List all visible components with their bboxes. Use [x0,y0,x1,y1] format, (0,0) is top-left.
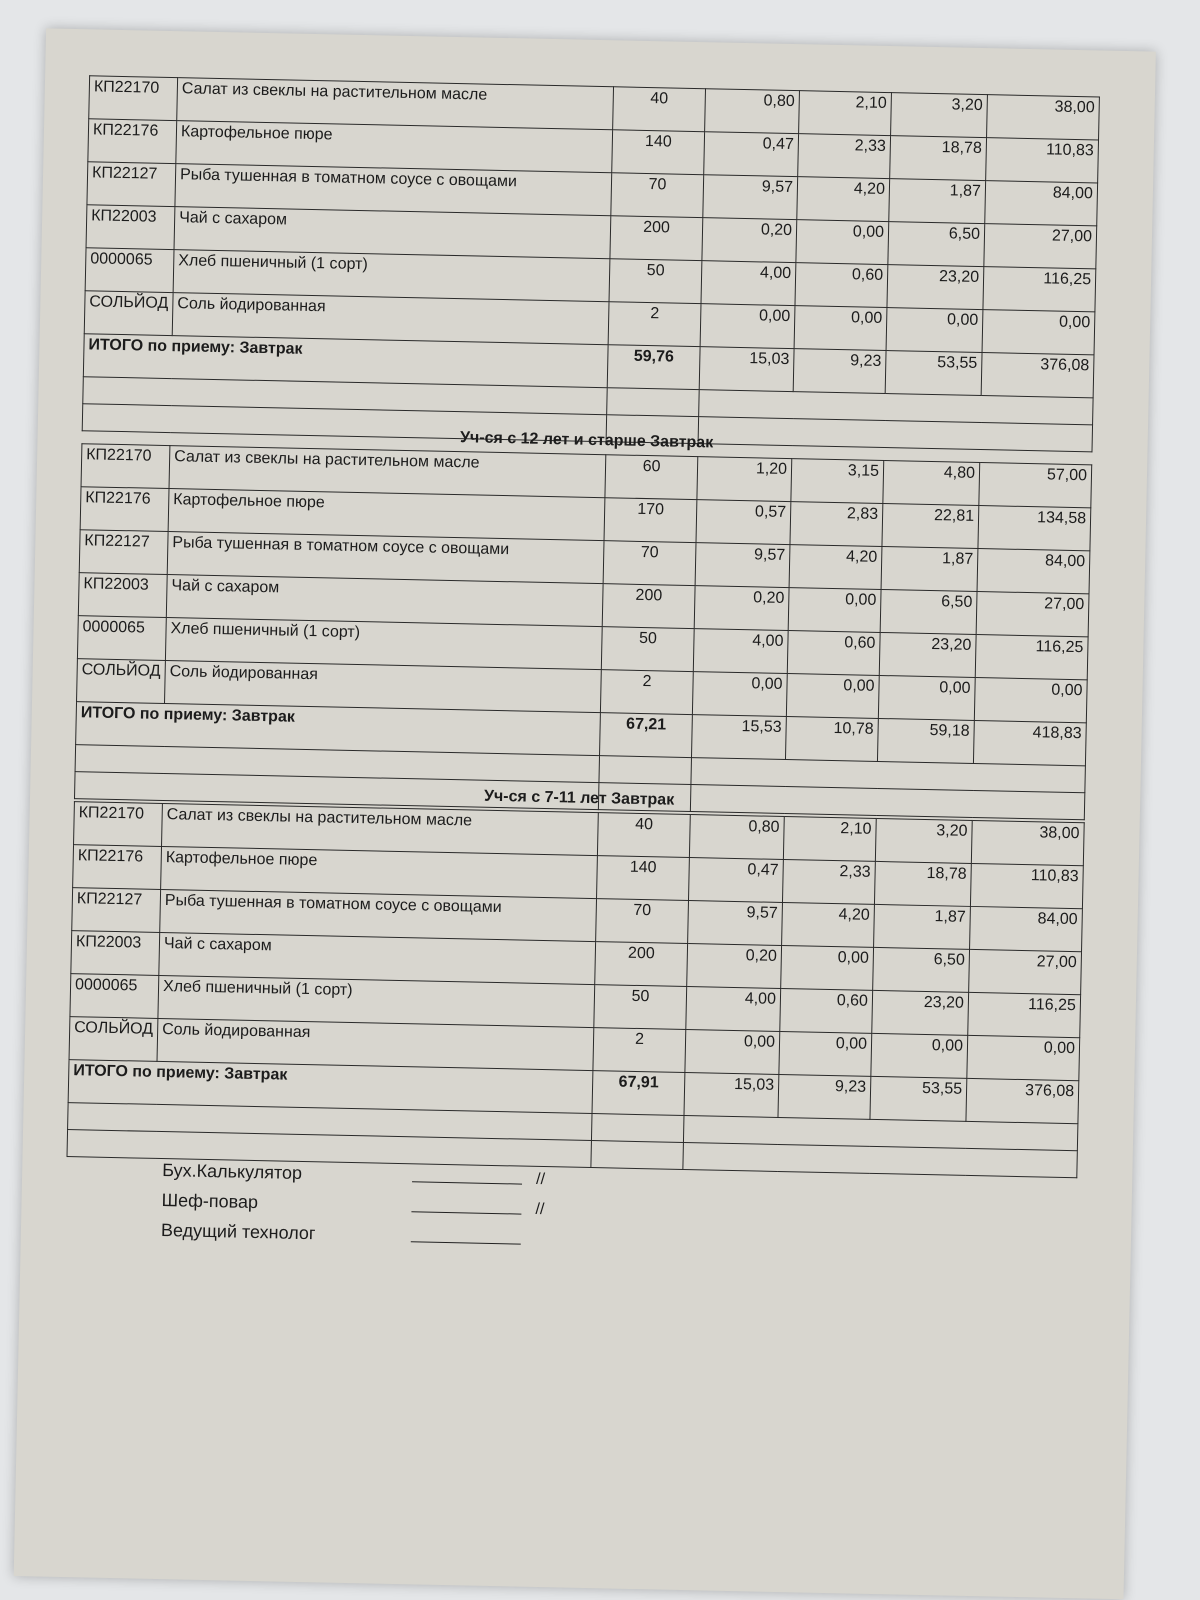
fat-value: 0,60 [780,988,873,1033]
carbs-value: 18,78 [874,861,971,906]
protein-value: 0,20 [694,586,789,631]
signature-mark: // [535,1200,545,1219]
energy-value: 38,00 [971,820,1084,865]
dish-name: Хлеб пшеничный (1 сорт) [158,975,595,1027]
carbs-value: 1,87 [881,546,978,591]
signature-role: Ведущий технолог [160,1220,316,1244]
energy-value: 110,83 [986,138,1099,183]
fat-value: 2,10 [799,91,892,136]
dish-name: Рыба тушенная в томатном соусе с овощами [175,164,612,216]
carbs-value: 6,50 [888,222,985,267]
dish-code: СОЛЬЙОД [84,291,173,336]
energy-value: 27,00 [969,949,1082,994]
portion-weight: 2 [593,1028,686,1073]
protein-value: 0,00 [692,672,787,717]
portion-weight: 140 [597,856,690,901]
energy-value: 57,00 [979,463,1092,508]
portion-weight: 140 [612,130,705,175]
fat-value: 0,00 [781,945,874,990]
fat-value: 0,00 [796,220,889,265]
dish-name: Картофельное пюре [161,846,598,898]
dish-code: КП22003 [78,573,167,618]
signature-mark: // [535,1170,546,1189]
dish-name: Салат из свеклы на растительном масле [162,803,599,855]
dish-name: Салат из свеклы на растительном масле [169,446,606,498]
dish-code: КП22176 [88,119,177,164]
dish-code: 0000065 [77,616,166,661]
menu-table-1 [82,75,1100,452]
total-carbs: 53,55 [885,351,982,396]
portion-weight: 40 [613,87,706,132]
energy-value: 116,25 [983,267,1096,312]
section-heading-7-11: Уч-ся с 7-11 лет Завтрак [483,787,675,809]
total-protein: 15,53 [691,715,786,760]
dish-name: Соль йодированная [172,293,609,345]
fat-value: 0,00 [794,306,887,351]
menu-table-2 [74,443,1092,820]
section-heading-12-plus: Уч-ся с 12 лет и старше Завтрак [459,429,714,452]
dish-code: КП22176 [73,845,162,890]
dish-name: Рыба тушенная в томатном соусе с овощами [167,532,604,584]
dish-code: СОЛЬЙОД [69,1017,158,1062]
dish-name: Салат из свеклы на растительном масле [177,78,614,130]
dish-code: 0000065 [70,974,159,1019]
dish-name: Чай с сахаром [174,207,611,259]
paper-sheet [14,28,1156,1599]
fat-value: 0,00 [788,588,881,633]
portion-weight: 2 [608,302,701,347]
protein-value: 0,47 [688,858,783,903]
fat-value: 2,10 [783,817,876,862]
protein-value: 9,57 [695,543,790,588]
carbs-value: 3,20 [875,818,972,863]
carbs-value: 6,50 [880,589,977,634]
carbs-value: 0,00 [871,1033,968,1078]
portion-weight: 200 [595,942,688,987]
fat-value: 3,15 [791,459,884,504]
energy-value: 84,00 [977,549,1090,594]
total-price: 59,76 [607,345,700,390]
carbs-value: 0,00 [886,308,983,353]
energy-value: 38,00 [987,95,1100,140]
blank-cell [607,388,700,417]
total-energy: 376,08 [966,1078,1079,1123]
total-fat: 10,78 [785,717,878,762]
dish-code: КП22170 [74,802,163,847]
carbs-value: 6,50 [873,947,970,992]
carbs-value: 23,20 [872,990,969,1035]
fat-value: 2,33 [782,859,875,904]
signature-line [411,1241,521,1244]
portion-weight: 70 [611,173,704,218]
carbs-value: 4,80 [883,461,980,506]
carbs-value: 23,20 [887,265,984,310]
energy-value: 0,00 [974,677,1087,722]
portion-weight: 50 [601,627,694,672]
dish-code: КП22003 [71,931,160,976]
fat-value: 2,83 [790,502,883,547]
carbs-value: 22,81 [882,504,979,549]
fat-value: 0,00 [779,1031,872,1076]
energy-value: 134,58 [978,506,1091,551]
portion-weight: 50 [594,985,687,1030]
total-label: ИТОГО по приему: Завтрак [76,702,601,756]
total-price: 67,21 [600,713,693,758]
menu-rows-1 [82,76,1099,452]
menu-rows-3 [67,802,1084,1178]
carbs-value: 1,87 [889,179,986,224]
dish-code: 0000065 [85,248,174,293]
energy-value: 116,25 [975,634,1088,679]
portion-weight: 40 [597,813,690,858]
fat-value: 0,60 [787,631,880,676]
dish-name: Чай с сахаром [166,575,603,627]
carbs-value: 0,00 [878,675,975,720]
dish-code: КП22127 [79,530,168,575]
dish-code: КП22176 [80,487,169,532]
signature-role: Бух.Калькулятор [162,1160,303,1183]
dish-name: Чай с сахаром [159,932,596,984]
fat-value: 4,20 [797,177,890,222]
protein-value: 0,00 [685,1029,780,1074]
total-energy: 418,83 [973,720,1086,765]
portion-weight: 200 [610,216,703,261]
total-protein: 15,03 [684,1072,779,1117]
portion-weight: 70 [603,541,696,586]
protein-value: 0,80 [689,815,784,860]
protein-value: 0,47 [704,132,799,177]
fat-value: 0,00 [786,674,879,719]
energy-value: 0,00 [967,1035,1080,1080]
dish-name: Соль йодированная [165,661,602,713]
signature-block [161,1151,546,1249]
dish-name: Хлеб пшеничный (1 сорт) [165,618,602,670]
dish-name: Картофельное пюре [168,489,605,541]
protein-value: 4,00 [686,987,781,1032]
energy-value: 116,25 [968,992,1081,1037]
energy-value: 0,00 [982,310,1095,355]
signature-line [412,1181,522,1184]
dish-code: КП22170 [81,444,170,489]
fat-value: 0,60 [795,263,888,308]
total-price: 67,91 [592,1071,685,1116]
total-energy: 376,08 [981,353,1094,398]
energy-value: 27,00 [976,591,1089,636]
protein-value: 0,00 [700,304,795,349]
dish-code: КП22127 [87,162,176,207]
carbs-value: 23,20 [879,632,976,677]
signature-line [411,1211,521,1214]
carbs-value: 18,78 [890,136,987,181]
portion-weight: 60 [605,455,698,500]
fat-value: 4,20 [782,902,875,947]
total-label: ИТОГО по приему: Завтрак [83,334,608,388]
protein-value: 4,00 [701,261,796,306]
protein-value: 0,57 [696,500,791,545]
protein-value: 9,57 [703,175,798,220]
fat-value: 2,33 [798,134,891,179]
energy-value: 27,00 [984,224,1097,269]
energy-value: 84,00 [985,181,1098,226]
protein-value: 1,20 [697,457,792,502]
dish-name: Хлеб пшеничный (1 сорт) [173,250,610,302]
energy-value: 110,83 [970,863,1083,908]
carbs-value: 3,20 [891,93,988,138]
signature-role: Шеф-повар [161,1190,259,1213]
menu-table-3 [66,801,1084,1178]
energy-value: 84,00 [970,906,1083,951]
portion-weight: 50 [609,259,702,304]
dish-code: КП22003 [86,205,175,250]
portion-weight: 170 [604,498,697,543]
protein-value: 4,00 [693,629,788,674]
carbs-value: 1,87 [874,904,971,949]
portion-weight: 70 [596,899,689,944]
total-carbs: 59,18 [877,718,974,763]
blank-cell [591,1114,684,1143]
total-protein: 15,03 [699,347,794,392]
menu-rows-2 [74,444,1091,820]
dish-code: СОЛЬЙОД [77,659,166,704]
protein-value: 0,80 [705,89,800,134]
protein-value: 0,20 [702,218,797,263]
dish-name: Соль йодированная [157,1018,594,1070]
total-carbs: 53,55 [870,1076,967,1121]
protein-value: 0,20 [687,944,782,989]
blank-cell [591,1141,684,1170]
dish-code: КП22127 [72,888,161,933]
fat-value: 4,20 [789,545,882,590]
portion-weight: 2 [600,670,693,715]
total-fat: 9,23 [778,1074,871,1119]
dish-name: Картофельное пюре [176,121,613,173]
dish-code: КП22170 [89,76,178,121]
dish-name: Рыба тушенная в томатном соусе с овощами [160,889,597,941]
blank-cell [599,756,692,785]
total-label: ИТОГО по приему: Завтрак [68,1060,593,1114]
total-fat: 9,23 [793,349,886,394]
protein-value: 9,57 [688,901,783,946]
portion-weight: 200 [602,584,695,629]
